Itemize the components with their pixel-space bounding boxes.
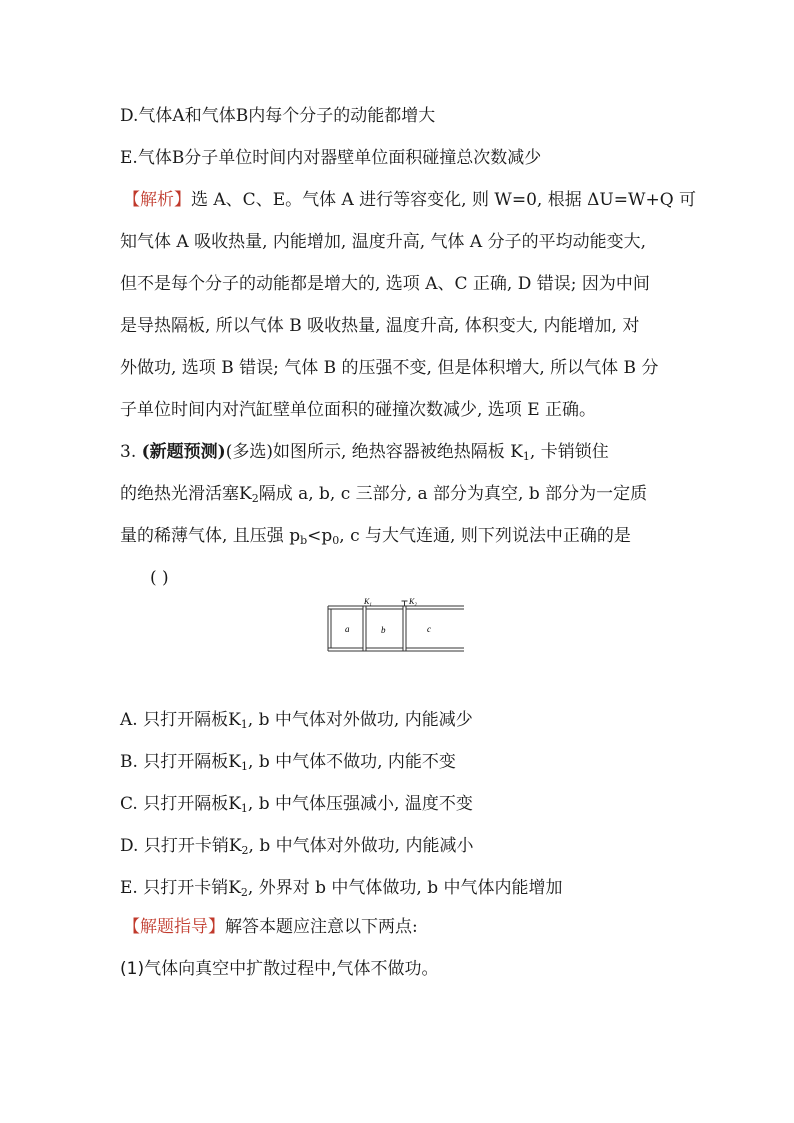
option-c: C. 只打开隔板$K_1$, b 中气体压强减小, 温度不变 [120, 794, 473, 815]
analysis-line-2: 知气体 A 吸收热量, 内能增加, 温度升高, 气体 A 分子的平均动能变大, [120, 232, 646, 252]
container-diagram [326, 597, 466, 657]
question-line-1 [120, 440, 609, 469]
label-k1: $K_1$ [364, 597, 372, 608]
question-text-2b: 隔成 a, b, c 三部分, a 部分为真空, b 部分为一定质 [258, 484, 648, 504]
guide-line [123, 915, 418, 939]
piston-k2 [403, 606, 406, 651]
option-e: E. 只打开卡销$K_2$, 外界对 b 中气体做功, b 中气体内能增加 [120, 878, 563, 899]
pb-subscript: b [300, 534, 308, 547]
question-text-1-end: , 卡销锁住 [529, 442, 609, 462]
analysis-text-1: 选 A、C、E。气体 A 进行等容变化, 则 W=0, 根据 ΔU=W+Q 可 [191, 190, 697, 210]
option-b: B. 只打开隔板$K_1$, b 中气体不做功, 内能不变 [120, 752, 456, 773]
analysis-line-6: 子单位时间内对汽缸壁单位面积的碰撞次数减少, 选项 E 正确。 [120, 400, 597, 420]
p0-subscript: 0 [332, 534, 340, 547]
option-d: D. 只打开卡销$K_2$, b 中气体对外做功, 内能减小 [120, 836, 474, 857]
option-d-prev: D.气体A和气体B内每个分子的动能都增大 [120, 106, 436, 126]
guide-tag: 【解题指导】 [123, 917, 225, 937]
partition-k1 [363, 606, 366, 651]
option-e-prev: E.气体B分子单位时间内对器壁单位面积碰撞总次数减少 [120, 148, 542, 168]
question-number: 3. [120, 442, 142, 462]
analysis-line-4: 是导热隔板, 所以气体 B 吸收热量, 温度升高, 体积变大, 内能增加, 对 [120, 316, 640, 336]
label-a: a [345, 624, 350, 634]
analysis-line-1 [123, 188, 696, 212]
question-tag: (新题预测) [141, 442, 226, 462]
answer-blank: ( ) [150, 568, 169, 588]
option-a: A. 只打开隔板$K_1$, b 中气体对外做功, 内能减少 [120, 710, 473, 731]
label-c: c [427, 624, 431, 634]
question-text-3a: 量的稀薄气体, 且压强 p [120, 526, 301, 546]
analysis-line-3: 但不是每个分子的动能都是增大的, 选项 A、C 正确, D 错误; 因为中间 [120, 274, 650, 294]
question-text-1: (多选)如图所示, 绝热容器被绝热隔板 K [225, 442, 523, 462]
question-text-2a: 的绝热光滑活塞K [120, 484, 252, 504]
guide-point-1: (1)气体向真空中扩散过程中,气体不做功。 [120, 959, 439, 979]
question-line-3 [120, 524, 631, 553]
guide-text: 解答本题应注意以下两点: [225, 917, 418, 937]
question-line-2 [120, 482, 647, 511]
analysis-line-5: 外做功, 选项 B 错误; 气体 B 的压强不变, 但是体积增大, 所以气体 B 分 [120, 358, 659, 378]
label-b: b [381, 625, 386, 635]
k2-subscript: 2 [251, 492, 259, 505]
question-text-3c: , c 与大气连通, 则下列说法中正确的是 [339, 526, 631, 546]
question-text-3b: <p [307, 526, 333, 546]
k1-subscript: 1 [522, 450, 530, 463]
analysis-tag: 【解析】 [123, 190, 191, 210]
label-k2: $K_2$ [409, 597, 417, 608]
